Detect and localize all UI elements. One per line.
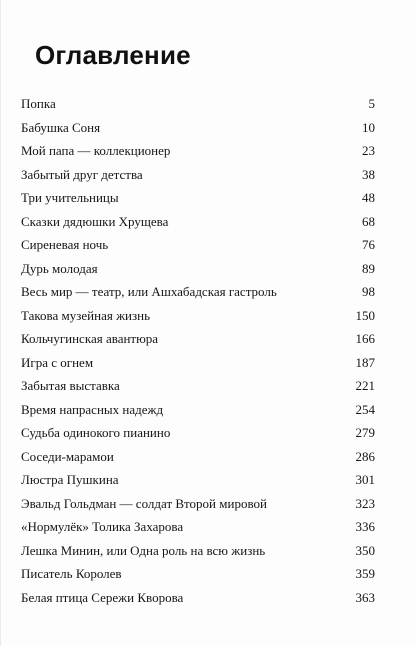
toc-entry-title: Время напрасных надежд <box>21 401 164 417</box>
toc-entry-page-number: 89 <box>362 260 375 276</box>
toc-entry <box>21 539 375 563</box>
toc-entry <box>21 515 375 539</box>
toc-entry <box>21 257 375 281</box>
toc-entry-page-number: 5 <box>368 96 375 111</box>
toc-entry-page-number: 76 <box>362 237 375 252</box>
toc-entry <box>21 186 375 210</box>
toc-entry-page-number: 98 <box>362 284 375 299</box>
toc-entry-title: «Нормулёк» Толика Захарова <box>21 519 184 534</box>
toc-entry <box>21 562 375 586</box>
toc-entry-title: Судьба одинокого пианино <box>21 425 171 440</box>
toc-entry <box>21 233 375 257</box>
toc-entry-page-number: 187 <box>355 354 375 370</box>
toc-entry <box>21 304 375 328</box>
toc-entry-title: Три учительницы <box>21 190 119 205</box>
toc-entry-title: Сказки дядюшки Хрущева <box>21 213 169 229</box>
toc-entry-page-number: 48 <box>362 190 375 205</box>
toc-entry-title: Забытый друг детства <box>21 166 143 182</box>
toc-entry-page-number: 363 <box>355 589 375 605</box>
toc-entry-title: Весь мир — театр, или Ашхабадская гастроль <box>21 284 277 299</box>
toc-entry-title: Сиреневая ночь <box>21 237 109 252</box>
toc-entry-title: Такова музейная жизнь <box>21 307 151 323</box>
toc-entry-page-number: 166 <box>355 331 375 346</box>
toc-entry <box>21 421 375 445</box>
toc-entry-title: Писатель Королев <box>21 566 122 581</box>
toc-entry-page-number: 68 <box>362 213 375 229</box>
toc-entry-title: Кольчугинская авантюра <box>21 331 159 346</box>
toc-entry <box>21 586 375 610</box>
toc-entry-title: Игра с огнем <box>21 354 94 370</box>
toc-entry <box>21 116 375 140</box>
toc-entry <box>21 280 375 304</box>
toc-entry-page-number: 279 <box>355 425 375 440</box>
toc-entry-title: Люстра Пушкина <box>21 472 119 487</box>
toc-entry <box>21 139 375 163</box>
toc-entry <box>21 445 375 469</box>
toc-entry-page-number: 221 <box>355 378 375 393</box>
toc-entry-page-number: 323 <box>355 495 375 511</box>
toc-entry-page-number: 336 <box>355 519 375 534</box>
toc-entry-title: Эвальд Гольдман — солдат Второй мировой <box>21 495 267 511</box>
toc-entry-page-number: 359 <box>355 566 375 581</box>
toc-entry-title: Соседи-марамои <box>21 448 114 464</box>
toc-entry-page-number: 23 <box>362 143 375 158</box>
toc-entry <box>21 210 375 234</box>
page-title: Оглавление <box>35 40 191 70</box>
toc-entry-title: Забытая выставка <box>21 378 120 393</box>
toc-entry <box>21 327 375 351</box>
toc-entry-title: Бабушка Соня <box>21 119 101 135</box>
toc-entry <box>21 163 375 187</box>
toc-entry <box>21 374 375 398</box>
toc-entry-title: Мой папа — коллекционер <box>21 143 171 158</box>
toc-entry-page-number: 286 <box>355 448 375 464</box>
toc-entry-title: Дурь молодая <box>21 260 98 276</box>
toc-entry-title: Лешка Минин, или Одна роль на всю жизнь <box>21 542 266 558</box>
toc-entry <box>21 92 375 116</box>
toc-entry-page-number: 301 <box>355 472 375 487</box>
toc-entry-page-number: 38 <box>362 166 375 182</box>
toc-entry-page-number: 150 <box>355 307 375 323</box>
table-of-contents <box>21 92 375 609</box>
toc-entry-page-number: 10 <box>362 119 375 135</box>
toc-entry <box>21 468 375 492</box>
toc-entry-title: Белая птица Сережи Кворова <box>21 589 184 605</box>
toc-entry-page-number: 254 <box>355 401 375 417</box>
toc-entry <box>21 492 375 516</box>
toc-entry <box>21 351 375 375</box>
toc-entry <box>21 398 375 422</box>
toc-entry-title: Попка <box>21 96 56 111</box>
toc-entry-page-number: 350 <box>355 542 375 558</box>
